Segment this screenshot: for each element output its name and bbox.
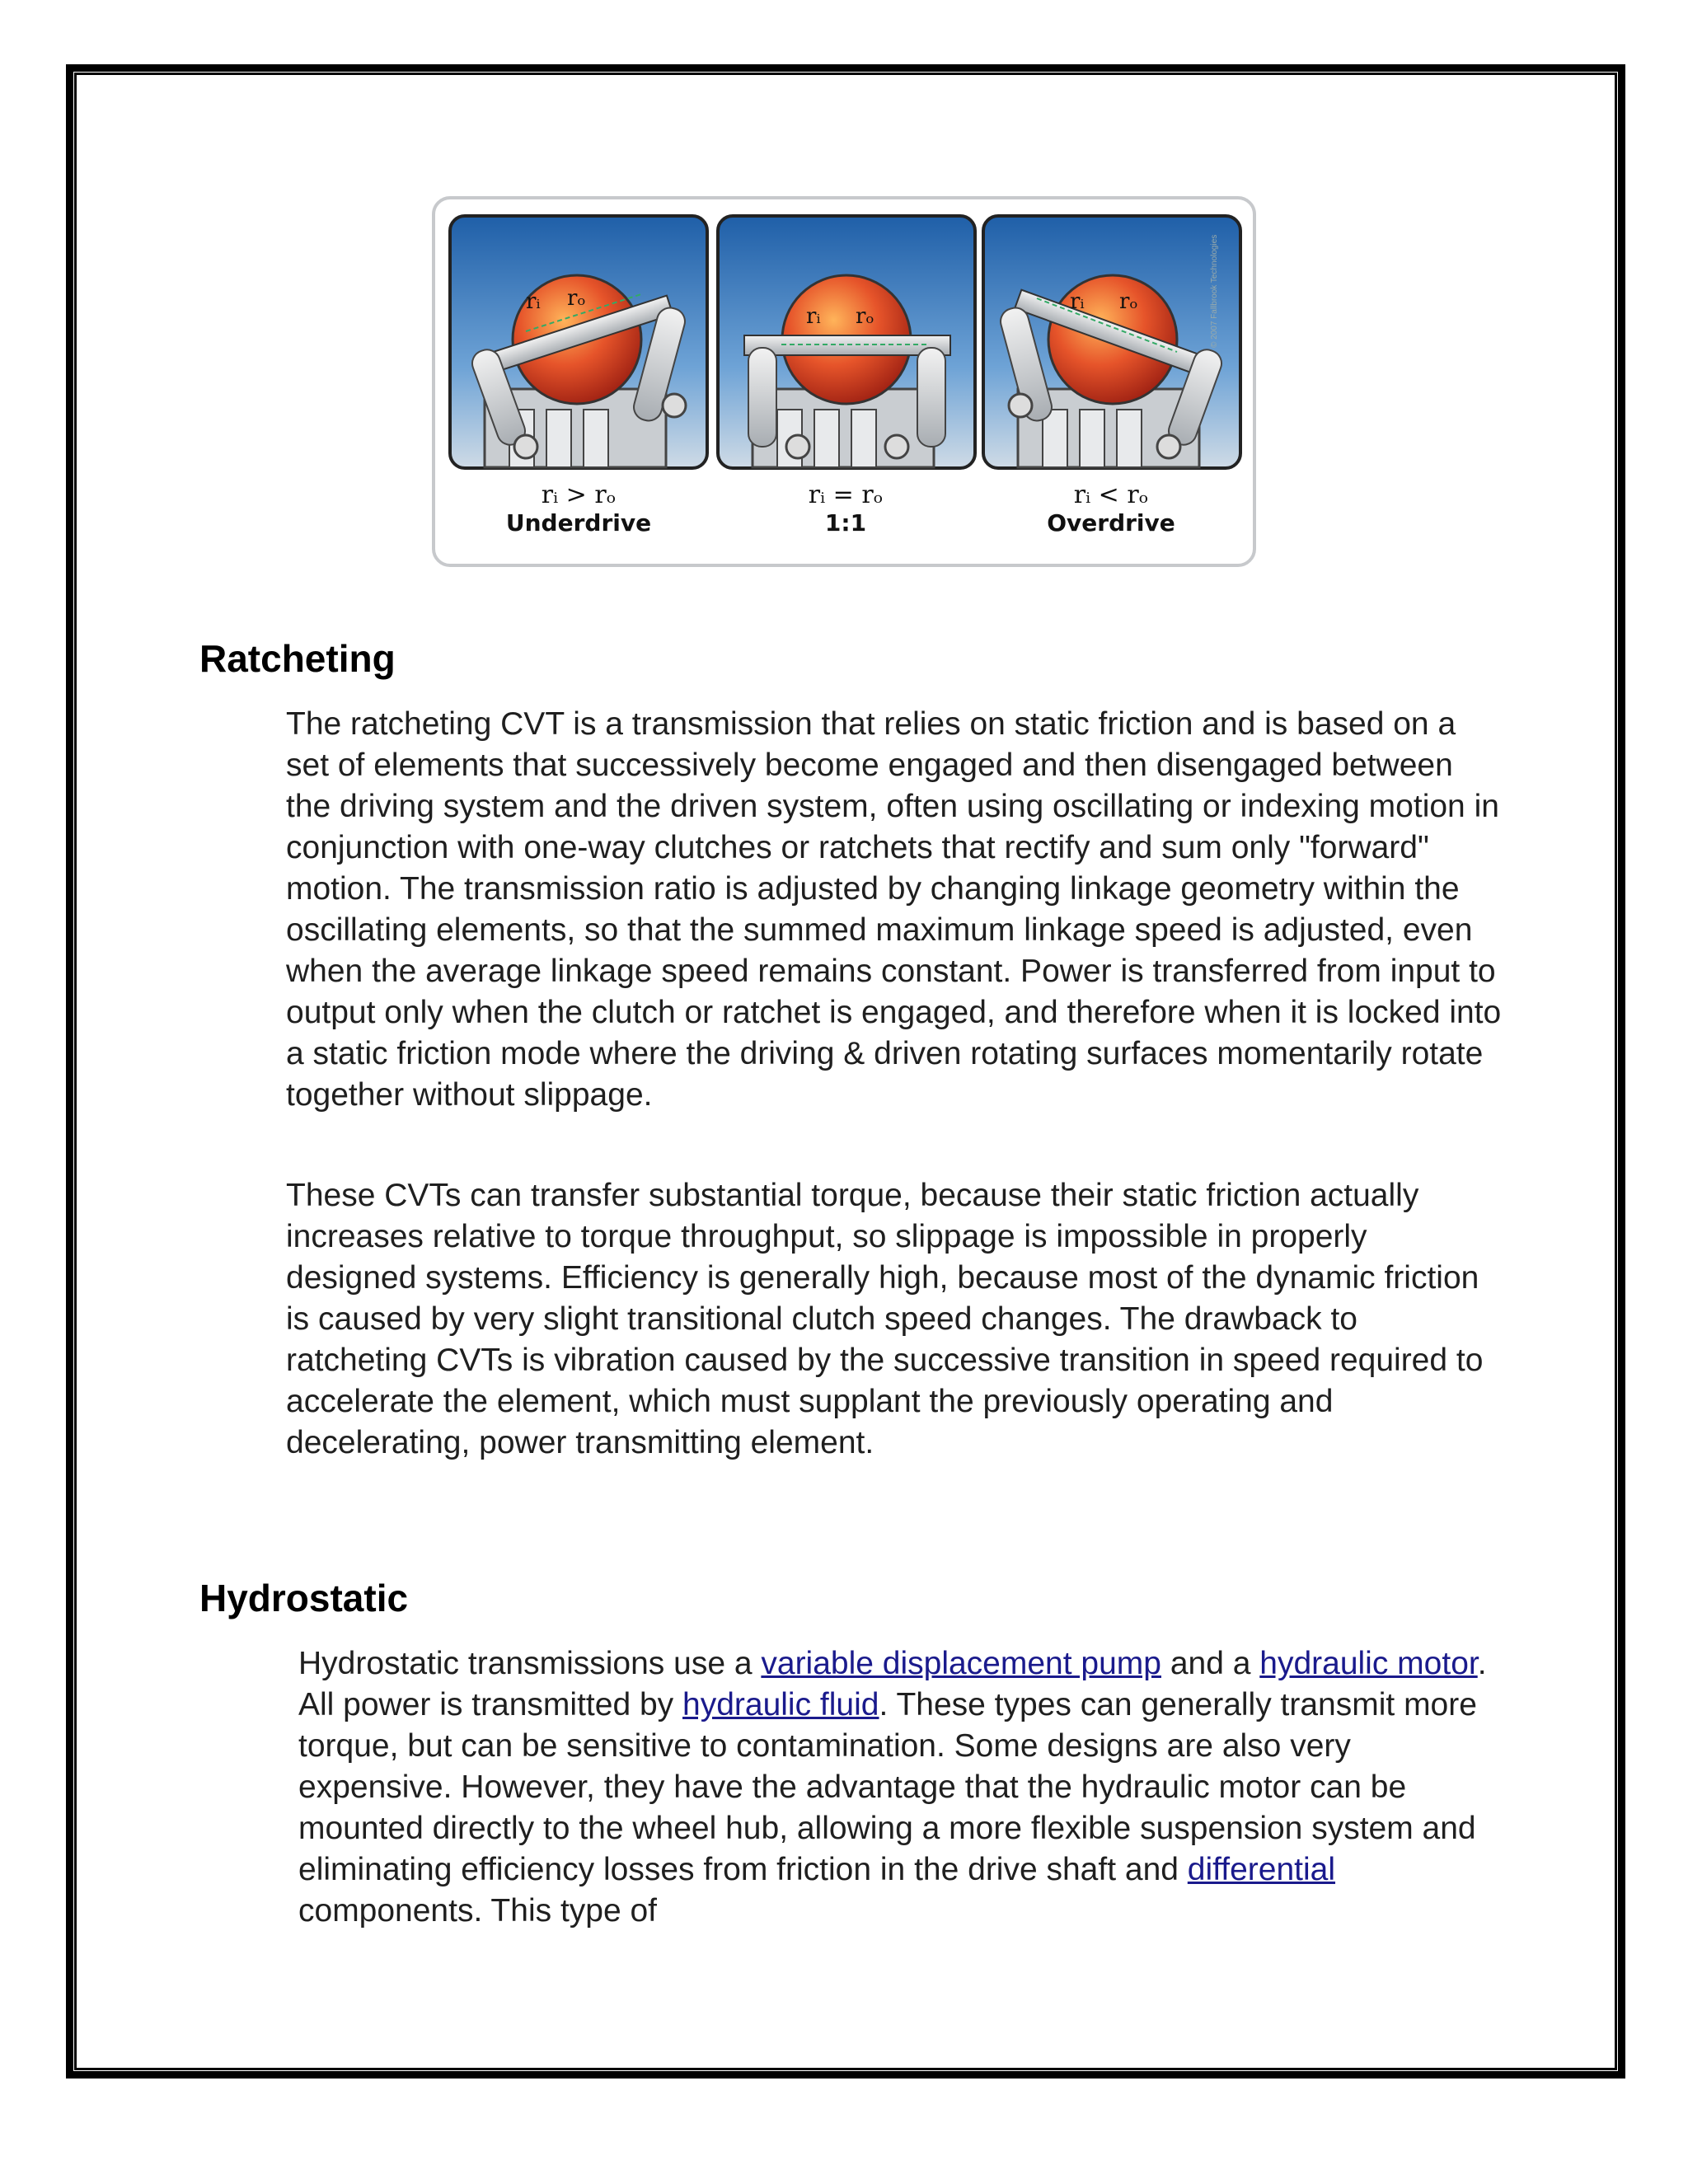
ratcheting-paragraph-1: The ratcheting CVT is a transmission that relies on static friction and is based on a set of elements that successively become engaged and then disengaged between the driving system and the driven system, often using oscillating or indexing motion in conjunction with one-way clutches or ratchets that rectify and sum only "forward" motion. The transmission ratio is adjusted by changing linkage geometry within the oscillating elements, so that the summed maximum linkage speed is adjusted, even when the average linkage speed remains constant. Power is transferred from input to output only when the clutch or ratchet is engaged, and therefore when it is locked into a static friction mode where the driving & driven rotating surfaces momentarily rotate together without slippage. xyxy=(286,706,1502,1113)
caption-one-to-one xyxy=(722,481,969,537)
caption-underdrive xyxy=(455,481,702,537)
caption-mode: Underdrive xyxy=(505,509,652,537)
hydrostatic-text-4: . These types can generally transmit more torque, but can be sensitive to contamination. Some designs are also very expensive. However, they have the advantage that the hydraulic motor can be mounted directly to the wheel hub, allowing a more flexible suspension system and eliminating efficiency losses from friction in the drive shaft and xyxy=(298,1687,1477,1887)
caption-ratio: rᵢ > rₒ xyxy=(541,480,617,509)
link-variable-displacement-pump[interactable]: variable displacement pump xyxy=(761,1646,1161,1681)
caption-mode: 1:1 xyxy=(824,509,867,537)
link-hydraulic-motor[interactable]: hydraulic motor xyxy=(1259,1646,1478,1681)
caption-ratio: rᵢ < rₒ xyxy=(1073,480,1149,509)
label-ri-2: rᵢ xyxy=(806,304,821,329)
label-ri-1: rᵢ xyxy=(526,289,541,314)
hydrostatic-text-2: and a xyxy=(1160,1646,1260,1681)
hydrostatic-text-1: Hydrostatic transmissions use a xyxy=(298,1646,762,1681)
caption-ratio: rᵢ = rₒ xyxy=(808,480,884,509)
link-differential[interactable]: differential xyxy=(1187,1852,1336,1887)
heading-hydrostatic: Hydrostatic xyxy=(199,1577,409,1619)
panel-overdrive xyxy=(983,216,1240,468)
label-ri-3: rᵢ xyxy=(1070,289,1085,314)
cvt-ratio-figure xyxy=(432,196,1256,567)
hydrostatic-paragraph xyxy=(298,1643,1493,1932)
label-ro-1: rₒ xyxy=(567,286,586,311)
label-ro-2: rₒ xyxy=(856,304,874,329)
panel-one-to-one xyxy=(718,216,975,468)
caption-mode: Overdrive xyxy=(1047,509,1175,537)
caption-overdrive xyxy=(987,481,1235,537)
panel-underdrive xyxy=(450,216,707,468)
figure-copyright: © 2007 Fallbrook Technologies xyxy=(1210,234,1219,348)
hydrostatic-text-5: components. This type of xyxy=(298,1893,658,1929)
label-ro-3: rₒ xyxy=(1119,289,1138,314)
link-hydraulic-fluid[interactable]: hydraulic fluid xyxy=(682,1687,879,1722)
heading-ratcheting: Ratcheting xyxy=(199,637,396,680)
ratcheting-paragraph-2: These CVTs can transfer substantial torque, because their static friction actually increases relative to torque throughput, so slippage is impossible in properly designed systems. Efficiency is generally high, because most of the dynamic friction is caused by very slight transitional clutch speed changes. The drawback to ratcheting CVTs is vibration caused by the successive transition in speed required to accelerate the element, which must supplant the previously operating and decelerating, power transmitting element. xyxy=(286,1178,1484,1460)
hydrostatic-text-3: . All power is transmitted by xyxy=(298,1646,1487,1722)
